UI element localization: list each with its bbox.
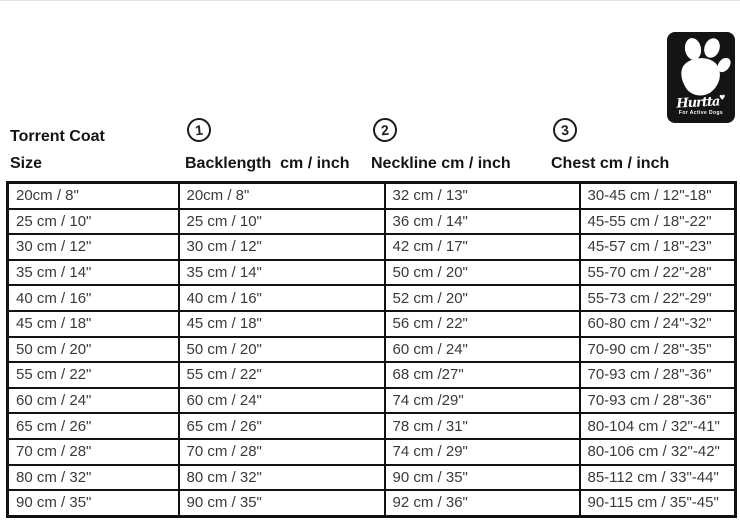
backlength-cell: 45 cm / 18"	[179, 311, 385, 337]
table-row	[8, 337, 736, 363]
chest-cell: 85-112 cm / 33"-44"	[580, 465, 736, 491]
neckline-cell: 74 cm /29"	[385, 388, 580, 414]
page-title: Torrent Coat	[10, 128, 105, 145]
chest-cell: 70-93 cm / 28"-36"	[580, 362, 736, 388]
size-column-header: Size	[10, 155, 43, 172]
size-cell: 35 cm / 14"	[8, 260, 179, 286]
size-cell: 90 cm / 35"	[8, 490, 179, 516]
backlength-cell: 50 cm / 20"	[179, 337, 385, 363]
backlength-cell: 55 cm / 22"	[179, 362, 385, 388]
table-row	[8, 439, 736, 465]
size-cell: 65 cm / 26"	[8, 413, 179, 439]
neckline-cell: 50 cm / 20"	[385, 260, 580, 286]
table-row	[8, 234, 736, 260]
neckline-cell: 52 cm / 20"	[385, 285, 580, 311]
circled-number-1-icon: 1	[186, 117, 212, 143]
size-cell: 55 cm / 22"	[8, 362, 179, 388]
backlength-cell: 40 cm / 16"	[179, 285, 385, 311]
chest-cell: 70-93 cm / 28"-36"	[580, 388, 736, 414]
chest-cell: 90-115 cm / 35"-45"	[580, 490, 736, 516]
circled-number-3-icon: 3	[552, 117, 578, 143]
size-cell: 60 cm / 24"	[8, 388, 179, 414]
table-row	[8, 465, 736, 491]
chest-column-header: Chest cm / inch	[551, 155, 670, 172]
size-cell: 70 cm / 28"	[8, 439, 179, 465]
backlength-cell: 25 cm / 10"	[179, 209, 385, 235]
chest-cell: 45-57 cm / 18"-23"	[580, 234, 736, 260]
size-cell: 30 cm / 12"	[8, 234, 179, 260]
neckline-cell: 60 cm / 24"	[385, 337, 580, 363]
table-row	[8, 413, 736, 439]
table-row	[8, 311, 736, 337]
chest-cell: 45-55 cm / 18"-22"	[580, 209, 736, 235]
table-row	[8, 183, 736, 209]
table-row	[8, 362, 736, 388]
chest-cell: 80-106 cm / 32"-42"	[580, 439, 736, 465]
neckline-cell: 92 cm / 36"	[385, 490, 580, 516]
size-table-body	[8, 183, 736, 517]
backlength-column-header: Backlength cm / inch	[185, 155, 350, 172]
table-row	[8, 490, 736, 516]
size-cell: 40 cm / 16"	[8, 285, 179, 311]
backlength-cell: 80 cm / 32"	[179, 465, 385, 491]
chest-cell: 55-70 cm / 22"-28"	[580, 260, 736, 286]
table-row	[8, 260, 736, 286]
chest-cell: 70-90 cm / 28"-35"	[580, 337, 736, 363]
brand-wordmark: Hurtta♥	[676, 92, 726, 112]
heart-icon: ♥	[718, 92, 726, 103]
hurtta-logo	[667, 32, 735, 123]
backlength-cell: 20cm / 8"	[179, 183, 385, 209]
size-cell: 25 cm / 10"	[8, 209, 179, 235]
chest-cell: 55-73 cm / 22"-29"	[580, 285, 736, 311]
chest-cell: 80-104 cm / 32"-41"	[580, 413, 736, 439]
backlength-cell: 65 cm / 26"	[179, 413, 385, 439]
neckline-cell: 90 cm / 35"	[385, 465, 580, 491]
size-table	[6, 181, 737, 518]
brand-tagline: For Active Dogs	[678, 110, 724, 116]
paw-icon	[667, 32, 735, 98]
chest-cell: 60-80 cm / 24"-32"	[580, 311, 736, 337]
backlength-cell: 35 cm / 14"	[179, 260, 385, 286]
backlength-cell: 70 cm / 28"	[179, 439, 385, 465]
backlength-cell: 90 cm / 35"	[179, 490, 385, 516]
neckline-column-header: Neckline cm / inch	[371, 155, 511, 172]
table-row	[8, 285, 736, 311]
table-row	[8, 388, 736, 414]
neckline-cell: 42 cm / 17"	[385, 234, 580, 260]
size-cell: 20cm / 8"	[8, 183, 179, 209]
circled-number-2-icon: 2	[372, 117, 398, 143]
neckline-cell: 32 cm / 13"	[385, 183, 580, 209]
chest-cell: 30-45 cm / 12"-18"	[580, 183, 736, 209]
size-cell: 80 cm / 32"	[8, 465, 179, 491]
neckline-cell: 36 cm / 14"	[385, 209, 580, 235]
neckline-cell: 68 cm /27"	[385, 362, 580, 388]
backlength-cell: 60 cm / 24"	[179, 388, 385, 414]
neckline-cell: 74 cm / 29"	[385, 439, 580, 465]
neckline-cell: 78 cm / 31"	[385, 413, 580, 439]
size-cell: 45 cm / 18"	[8, 311, 179, 337]
table-row	[8, 209, 736, 235]
neckline-cell: 56 cm / 22"	[385, 311, 580, 337]
size-cell: 50 cm / 20"	[8, 337, 179, 363]
top-divider	[0, 0, 740, 1]
backlength-cell: 30 cm / 12"	[179, 234, 385, 260]
